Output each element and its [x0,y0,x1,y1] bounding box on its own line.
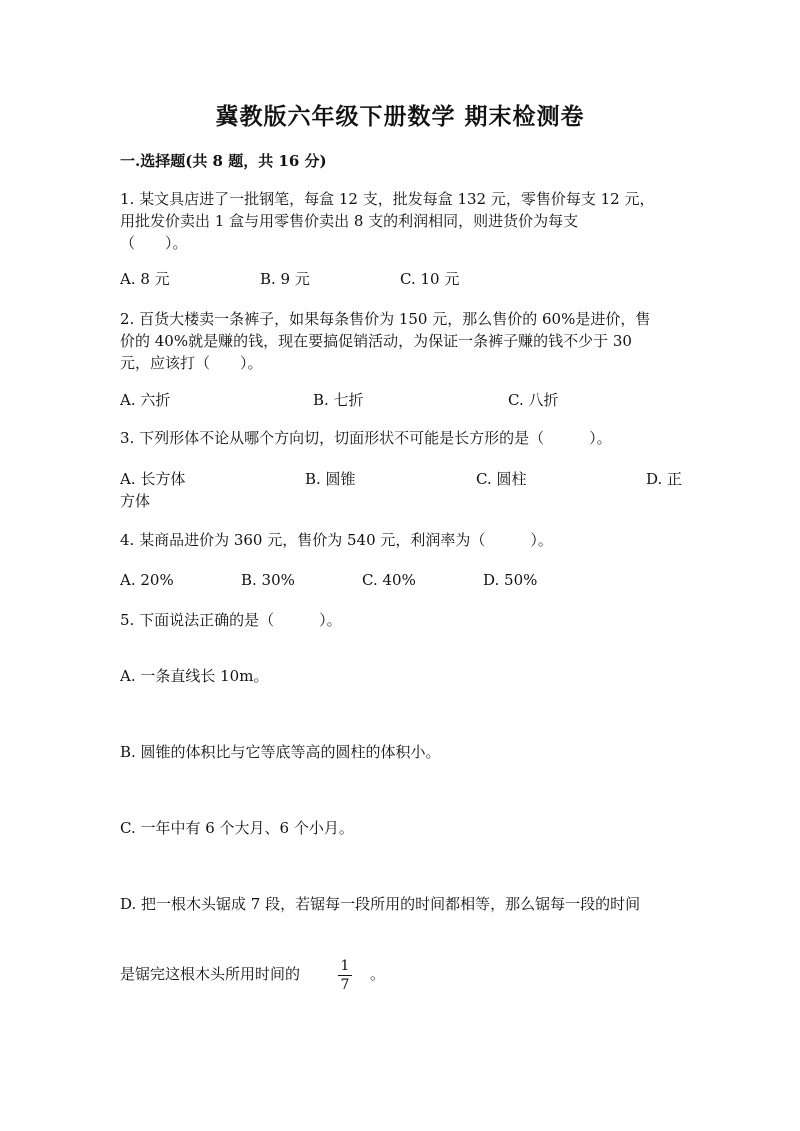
question-4-option-b: B. 30% [241,571,295,589]
question-2-line-1: 2. 百货大楼卖一条裤子，如果每条售价为 150 元，那么售价的 60%是进价，售 [120,310,651,328]
fraction-numerator: 1 [340,958,350,974]
question-1-line-1: 1. 某文具店进了一批钢笔，每盒 12 支，批发每盒 132 元，零售价每支 12 元， [120,190,655,208]
question-2-option-a: A. 六折 [120,391,171,409]
question-1-option-a: A. 8 元 [120,270,170,288]
question-2-option-c: C. 八折 [508,391,559,409]
question-3-option-b: B. 圆锥 [305,470,356,488]
question-5-option-a: A. 一条直线长 10m。 [120,667,269,685]
question-5-option-d-end: 。 [370,965,386,983]
fraction-denominator: 7 [340,977,350,993]
section-heading: 一.选择题(共 8 题，共 16 分) [120,152,327,170]
question-3-option-c: C. 圆柱 [476,470,527,488]
question-3-line-1: 3. 下列形体不论从哪个方向切，切面形状不可能是长方形的是（ ）。 [120,429,612,447]
question-5-option-b: B. 圆锥的体积比与它等底等高的圆柱的体积小。 [120,743,441,761]
fraction-one-seventh [338,958,352,993]
question-5-option-d-line-2: 是锯完这根木头所用时间的 [120,965,301,983]
question-5-line-1: 5. 下面说法正确的是（ ）。 [120,611,342,629]
question-3-option-a: A. 长方体 [120,470,186,488]
question-5-option-d-line-1: D. 把一根木头锯成 7 段，若锯每一段所用的时间都相等，那么锯每一段的时间 [120,895,641,913]
question-4-line-1: 4. 某商品进价为 360 元，售价为 540 元，利润率为（ ）。 [120,531,553,549]
question-4-option-a: A. 20% [120,571,174,589]
question-5-option-c: C. 一年中有 6 个大月、6 个小月。 [120,819,354,837]
question-4-option-d: D. 50% [483,571,538,589]
fraction-bar [338,975,352,976]
question-1-option-b: B. 9 元 [260,270,310,288]
question-1-line-3: （ ）。 [120,234,188,252]
question-2-line-2: 价的 40%就是赚的钱，现在要搞促销活动，为保证一条裤子赚的钱不少于 30 [120,332,632,350]
question-2-line-3: 元，应该打（ ）。 [120,354,263,372]
question-4-option-c: C. 40% [362,571,416,589]
page-title: 冀教版六年级下册数学 期末检测卷 [215,103,585,130]
question-1-option-c: C. 10 元 [400,270,460,288]
question-3-option-d: D. 正 [646,470,683,488]
question-3-option-d-continued: 方体 [120,492,151,510]
question-1-line-2: 用批发价卖出 1 盒与用零售价卖出 8 支的利润相同，则进货价为每支 [120,212,579,230]
question-2-option-b: B. 七折 [313,391,364,409]
